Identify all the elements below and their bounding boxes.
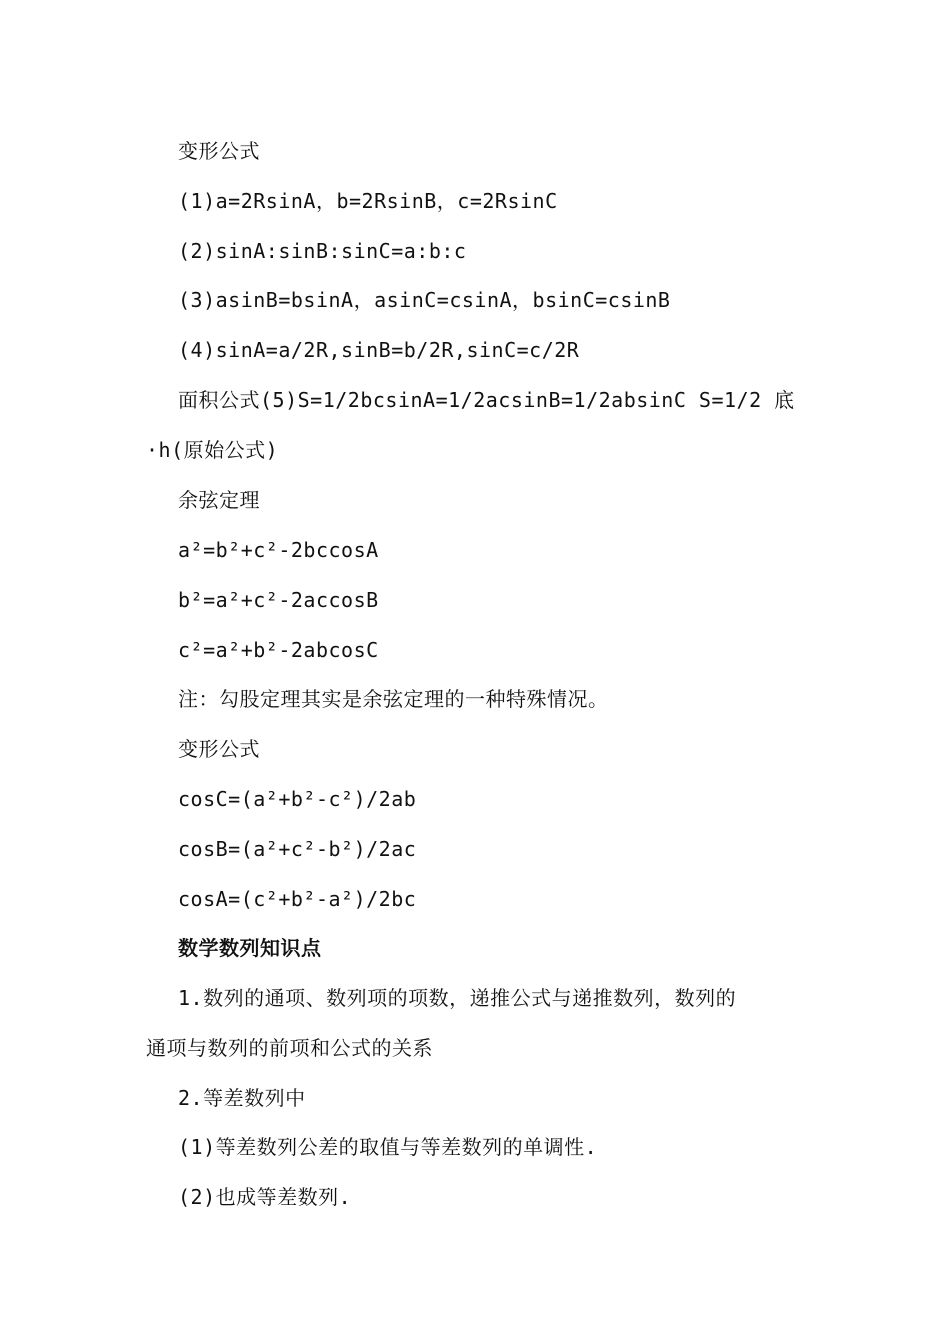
formula-line-4: (4)sinA=a/2R,sinB=b/2R,sinC=c/2R [178, 338, 580, 362]
sequence-point-2-item-1: (1)等差数列公差的取值与等差数列的单调性. [178, 1135, 598, 1159]
cos-c-formula: cosC=(a²+b²-c²)/2ab [178, 787, 417, 811]
cos-b-formula: cosB=(a²+c²-b²)/2ac [178, 837, 417, 861]
sequence-point-1-continuation: 通项与数列的前项和公式的关系 [146, 1036, 433, 1060]
heading-law-of-cosines: 余弦定理 [178, 488, 260, 512]
cosine-formula-b: b²=a²+c²-2accosB [178, 588, 379, 612]
formula-line-2: (2)sinA:sinB:sinC=a:b:c [178, 239, 467, 263]
cosine-formula-c: c²=a²+b²-2abcosC [178, 638, 379, 662]
sequence-point-2: 2.等差数列中 [178, 1086, 306, 1110]
sequence-point-1: 1.数列的通项、数列项的项数，递推公式与递推数列，数列的 [178, 986, 737, 1010]
area-formula-continuation: ·h(原始公式) [146, 438, 279, 462]
formula-line-3: (3)asinB=bsinA，asinC=csinA，bsinC=csinB [178, 288, 671, 312]
heading-transform-formulas: 变形公式 [178, 139, 260, 163]
note-line: 注：勾股定理其实是余弦定理的一种特殊情况。 [178, 687, 609, 711]
section-heading-sequences: 数学数列知识点 [178, 936, 322, 960]
heading-transform-formulas-2: 变形公式 [178, 737, 260, 761]
sequence-point-2-item-2: (2)也成等差数列. [178, 1185, 352, 1209]
area-formula-line: 面积公式(5)S=1/2bcsinA=1/2acsinB=1/2absinC S=1/2 底 [178, 388, 795, 412]
cosine-formula-a: a²=b²+c²-2bccosA [178, 538, 379, 562]
cos-a-formula: cosA=(c²+b²-a²)/2bc [178, 887, 417, 911]
formula-line-1: (1)a=2RsinA，b=2RsinB，c=2RsinC [178, 189, 558, 213]
